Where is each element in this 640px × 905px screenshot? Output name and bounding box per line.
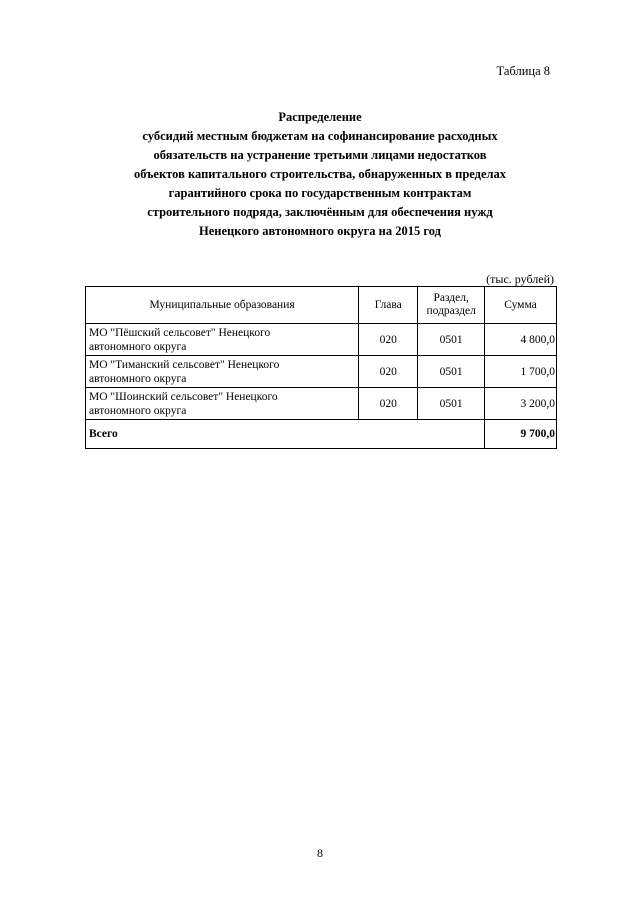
header-glava: Глава bbox=[359, 287, 418, 324]
municipality-line2: автономного округа bbox=[89, 372, 187, 385]
page-number: 8 bbox=[317, 846, 323, 860]
municipality-line1: МО "Шоинский сельсовет" Ненецкого bbox=[89, 390, 278, 403]
subsidy-table bbox=[85, 286, 557, 449]
table-row bbox=[86, 324, 557, 356]
table-row bbox=[86, 388, 557, 420]
units-note: (тыс. рублей) bbox=[486, 272, 554, 286]
cell-municipality bbox=[86, 356, 359, 388]
table-total-row bbox=[86, 420, 557, 449]
title-line: Ненецкого автономного округа на 2015 год bbox=[199, 224, 441, 238]
title-line: обязательств на устранение третьими лицами недостатков bbox=[153, 148, 487, 162]
header-razdel-line1: Раздел, bbox=[433, 292, 469, 304]
table-number-label: Таблица 8 bbox=[496, 64, 550, 78]
total-summa: 9 700,0 bbox=[484, 420, 556, 449]
municipality-line1: МО "Пёшский сельсовет" Ненецкого bbox=[89, 326, 271, 339]
cell-glava: 020 bbox=[359, 388, 418, 420]
cell-glava: 020 bbox=[359, 356, 418, 388]
cell-municipality bbox=[86, 324, 359, 356]
total-label: Всего bbox=[86, 420, 485, 449]
municipality-line2: автономного округа bbox=[89, 340, 187, 353]
cell-summa: 3 200,0 bbox=[484, 388, 556, 420]
header-municipality: Муниципальные образования bbox=[86, 287, 359, 324]
document-title bbox=[80, 108, 560, 241]
cell-razdel: 0501 bbox=[418, 388, 485, 420]
header-razdel bbox=[418, 287, 485, 324]
municipality-line1: МО "Тиманский сельсовет" Ненецкого bbox=[89, 358, 280, 371]
title-line: строительного подряда, заключённым для обеспечения нужд bbox=[147, 205, 493, 219]
cell-summa: 1 700,0 bbox=[484, 356, 556, 388]
title-line: Распределение bbox=[278, 110, 362, 124]
cell-razdel: 0501 bbox=[418, 356, 485, 388]
table-header-row bbox=[86, 287, 557, 324]
title-line: субсидий местным бюджетам на софинансирование расходных bbox=[142, 129, 498, 143]
cell-razdel: 0501 bbox=[418, 324, 485, 356]
header-summa: Сумма bbox=[484, 287, 556, 324]
cell-municipality bbox=[86, 388, 359, 420]
municipality-line2: автономного округа bbox=[89, 404, 187, 417]
cell-summa: 4 800,0 bbox=[484, 324, 556, 356]
table-row bbox=[86, 356, 557, 388]
cell-glava: 020 bbox=[359, 324, 418, 356]
header-razdel-line2: подраздел bbox=[426, 305, 476, 317]
title-line: гарантийного срока по государственным контрактам bbox=[168, 186, 472, 200]
title-line: объектов капитального строительства, обнаруженных в пределах bbox=[133, 167, 507, 181]
